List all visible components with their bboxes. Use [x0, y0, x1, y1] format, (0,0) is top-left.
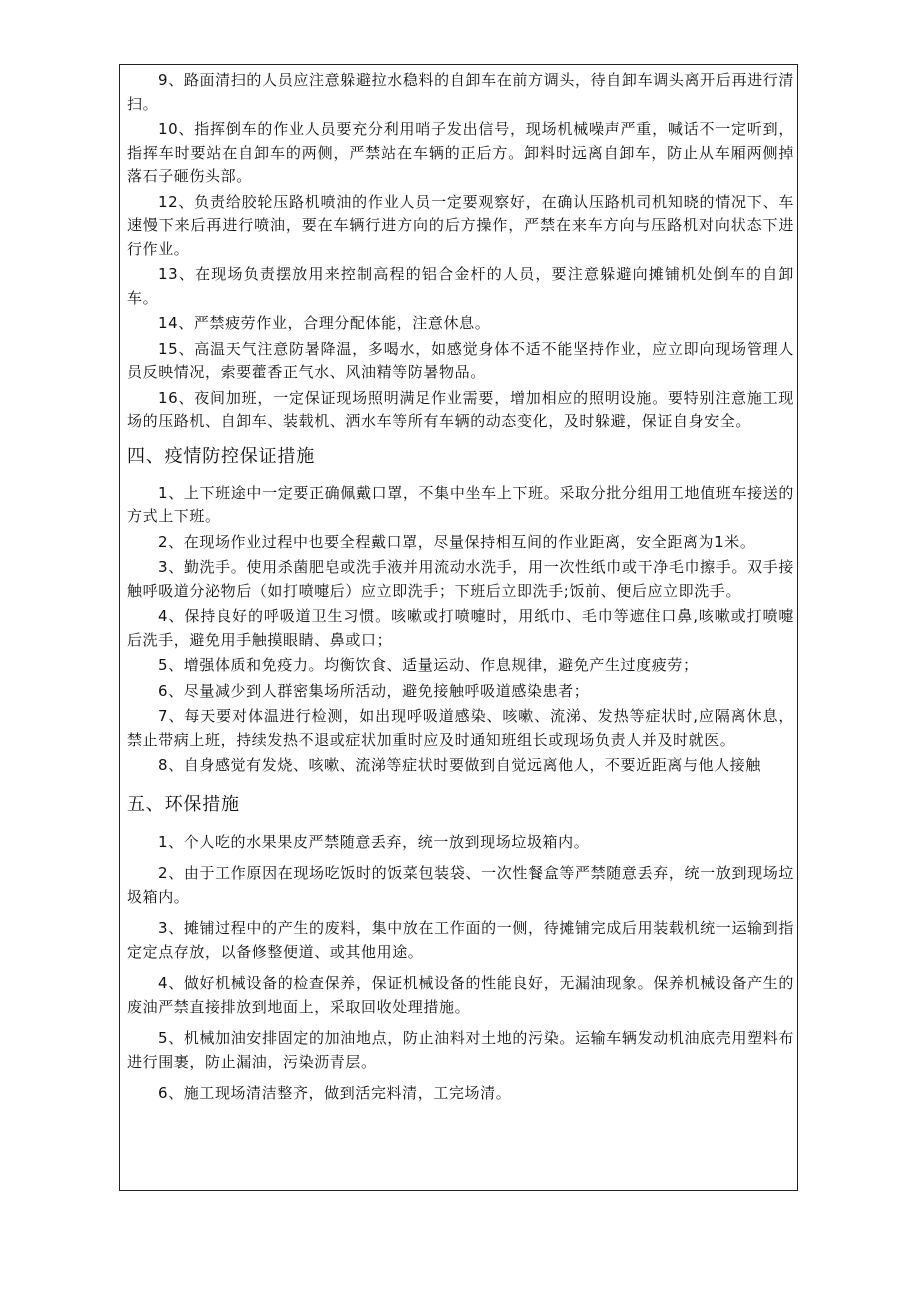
epidemic-item-3: 3、勤洗手。使用杀菌肥皂或洗手液并用流动水洗手，用一次性纸巾或干净毛巾擦手。双手接触呼吸道分泌物后（如打喷嚏后）应立即洗手；下班后立即洗手;饭前、便后应立即洗手。 [127, 558, 794, 600]
safety-item-14: 14、严禁疲劳作业，合理分配体能，注意休息。 [158, 314, 491, 332]
epidemic-item-5: 5、增强体质和免疫力。均衡饮食、适量运动、作息规律，避免产生过度疲劳； [158, 656, 699, 674]
epidemic-item-4: 4、保持良好的呼吸道卫生习惯。咳嗽或打喷嚏时，用纸巾、毛巾等遮住口鼻,咳嗽或打喷嚏后洗手，避免用手触摸眼睛、鼻或口； [127, 607, 794, 649]
document-table-cell [119, 64, 798, 1191]
epidemic-item-7: 7、每天要对体温进行检测，如出现呼吸道感染、咳嗽、流涕、发热等症状时,应隔离休息，禁止带病上班，持续发热不退或症状加重时应及时通知班组长或现场负责人并及时就医。 [127, 707, 794, 749]
safety-item-12: 12、负责给胶轮压路机喷油的作业人员一定要观察好，在确认压路机司机知晓的情况下、车速慢下来后再进行喷油，要在车辆行进方向的后方操作，严禁在来车方向与压路机对向状态下进行作业。 [127, 192, 794, 258]
epidemic-item-1: 1、上下班途中一定要正确佩戴口罩，不集中坐车上下班。采取分批分组用工地值班车接送的方式上下班。 [127, 483, 794, 525]
environment-item-4: 4、做好机械设备的检查保养，保证机械设备的性能良好，无漏油现象。保养机械设备产生的废油严禁直接排放到地面上，采取回收处理措施。 [127, 973, 794, 1016]
safety-item-9: 9、路面清扫的人员应注意躲避拉水稳料的自卸车在前方调头，待自卸车调头离开后再进行清扫。 [127, 71, 794, 113]
safety-item-13: 13、在现场负责摆放用来控制高程的铝合金杆的人员，要注意躲避向摊铺机处倒车的自卸车。 [127, 265, 794, 307]
section-epidemic [127, 482, 794, 778]
environment-item-5: 5、机械加油安排固定的加油地点，防止油料对土地的污染。运输车辆发动机油底壳用塑料布进行围裹，防止漏油，污染沥青层。 [127, 1028, 794, 1071]
safety-item-16: 16、夜间加班，一定保证现场照明满足作业需要，增加相应的照明设施。要特别注意施工现场的压路机、自卸车、装载机、洒水车等所有车辆的动态变化，及时躲避，保证自身安全。 [127, 388, 794, 430]
section-epidemic-title: 四、疫情防控保证措施 [127, 445, 315, 467]
environment-item-1: 1、个人吃的水果果皮严禁随意丢弃，统一放到现场垃圾箱内。 [158, 832, 590, 851]
environment-item-2: 2、由于工作原因在现场吃饭时的饭菜包装袋、一次性餐盒等严禁随意丢弃，统一放到现场垃圾箱内。 [127, 863, 794, 906]
epidemic-item-8: 8、自身感觉有发烧、咳嗽、流涕等症状时要做到自觉远离他人，不要近距离与他人接触 [158, 756, 761, 774]
environment-item-6: 6、施工现场清洁整齐，做到活完料清，工完场清。 [158, 1083, 512, 1102]
epidemic-item-2: 2、在现场作业过程中也要全程戴口罩，尽量保持相互间的作业距离，安全距离为1米。 [158, 532, 756, 551]
section-environment [127, 830, 794, 1105]
environment-item-3: 3、摊铺过程中的产生的废料，集中放在工作面的一侧，待摊铺完成后用装载机统一运输到指定定点存放，以备修整便道、或其他用途。 [127, 918, 794, 961]
section-safety-continued [127, 69, 794, 434]
section-environment-title: 五、环保措施 [127, 793, 240, 815]
safety-item-10: 10、指挥倒车的作业人员要充分利用哨子发出信号，现场机械噪声严重，喊话不一定听到，指挥车时要站在自卸车的两侧，严禁站在车辆的正后方。卸料时远离自卸车，防止从车厢两侧掉落石子砸伤头部。 [127, 120, 794, 185]
safety-item-15: 15、高温天气注意防暑降温，多喝水，如感觉身体不适不能坚持作业，应立即向现场管理人员反映情况，索要藿香正气水、风油精等防暑物品。 [127, 339, 794, 381]
epidemic-item-6: 6、尽量减少到人群密集场所活动，避免接触呼吸道感染患者； [158, 681, 590, 700]
